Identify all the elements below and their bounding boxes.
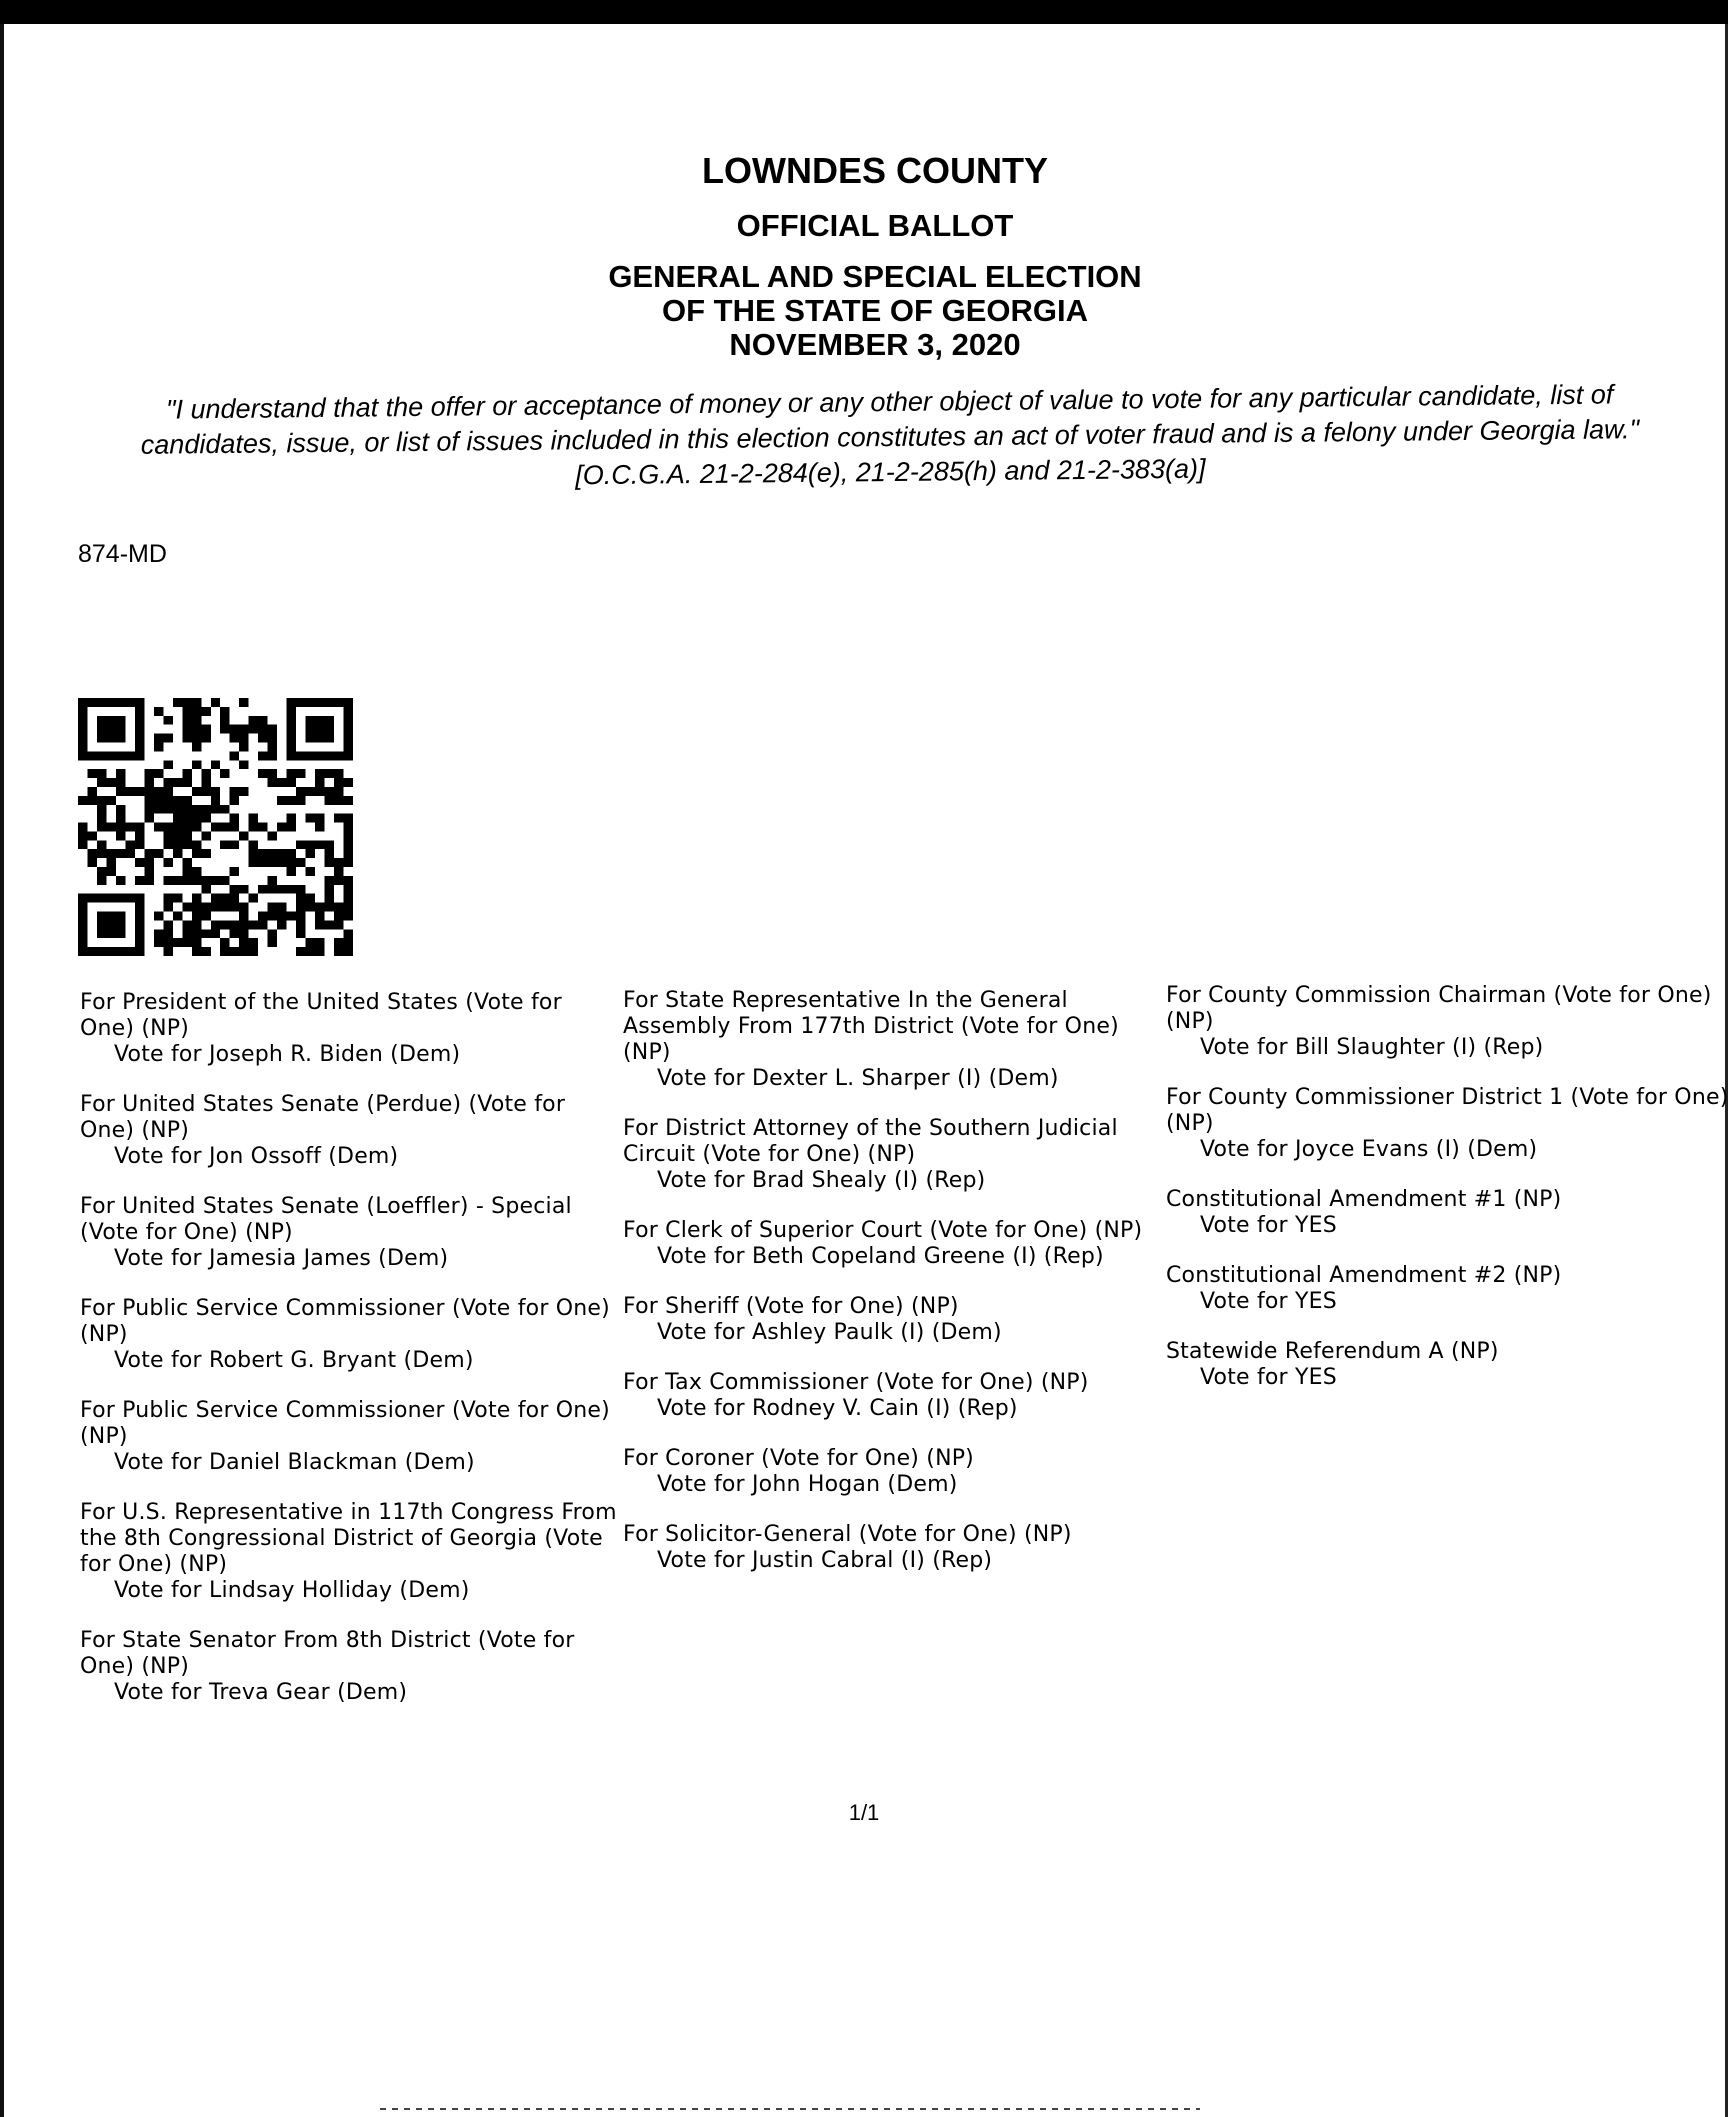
contest-selection <box>623 1446 1173 1498</box>
contest-choice: Vote for Jon Ossoff (Dem) <box>114 1144 399 1169</box>
contest-choice: Vote for Justin Cabral (I) (Rep) <box>657 1548 993 1573</box>
contest-choice: Vote for Lindsay Holliday (Dem) <box>114 1578 470 1603</box>
qr-code <box>78 698 353 956</box>
contest-title: For Sheriff (Vote for One) (NP) <box>623 1294 959 1319</box>
contest-selection <box>80 1296 620 1374</box>
county-title: LOWNDES COUNTY <box>702 150 1048 191</box>
contest-choice: Vote for Rodney V. Cain (I) (Rep) <box>657 1396 1018 1421</box>
contest-choice: Vote for Robert G. Bryant (Dem) <box>114 1348 474 1373</box>
ballot-type-title: OFFICIAL BALLOT <box>736 208 1014 243</box>
selections-column-1 <box>80 990 620 1730</box>
page-number: 1/1 <box>848 1800 880 1825</box>
contest-choice: Vote for YES <box>1200 1289 1337 1314</box>
contest-choice: Vote for YES <box>1200 1365 1337 1390</box>
contest-title: For State Senator From 8th District (Vote for One) (NP) <box>80 1628 575 1679</box>
election-title <box>300 260 1450 362</box>
contest-title: For Public Service Commissioner (Vote for One) (NP) <box>80 1398 610 1449</box>
contest-title: For President of the United States (Vote for One) (NP) <box>80 990 562 1041</box>
election-title-line-1: GENERAL AND SPECIAL ELECTION <box>608 259 1142 294</box>
election-date: NOVEMBER 3, 2020 <box>729 327 1021 362</box>
contest-title: For Tax Commissioner (Vote for One) (NP) <box>623 1370 1089 1395</box>
contest-selection <box>1166 1263 1728 1315</box>
contest-title: For Solicitor-General (Vote for One) (NP) <box>623 1522 1072 1547</box>
contest-selection <box>1166 1085 1728 1163</box>
ballot-selections <box>78 983 1728 1750</box>
contest-selection <box>623 1218 1173 1270</box>
contest-title: For Public Service Commissioner (Vote for One) (NP) <box>80 1296 610 1347</box>
contest-selection <box>1166 1187 1728 1239</box>
contest-selection <box>623 1522 1173 1574</box>
contest-selection <box>623 1370 1173 1422</box>
contest-title: For Coroner (Vote for One) (NP) <box>623 1446 974 1471</box>
contest-selection <box>80 1092 620 1170</box>
selections-column-2 <box>623 988 1173 1598</box>
contest-title: For United States Senate (Perdue) (Vote for One) (NP) <box>80 1092 566 1143</box>
contest-choice: Vote for Treva Gear (Dem) <box>114 1680 408 1705</box>
contest-title: For District Attorney of the Southern Judicial Circuit (Vote for One) (NP) <box>623 1116 1118 1167</box>
election-title-line-2: OF THE STATE OF GEORGIA <box>662 293 1088 328</box>
contest-title: Statewide Referendum A (NP) <box>1166 1339 1499 1364</box>
contest-selection <box>80 1398 620 1476</box>
contest-choice: Vote for Beth Copeland Greene (I) (Rep) <box>657 1244 1104 1269</box>
voter-fraud-notice: "I understand that the offer or acceptance of money or any other object of value to vote for any particular candidate, list of candidates, issue, or list of issues included in this election constitutes an act of voter fraud and is a felony under Georgia law." [O.C.G.A. 21-2-284(e), 21-2-285(h) and 21-2-383(a)] <box>140 379 1640 491</box>
contest-title: For Clerk of Superior Court (Vote for One) (NP) <box>623 1218 1143 1243</box>
contest-selection <box>623 1294 1173 1346</box>
contest-choice: Vote for John Hogan (Dem) <box>657 1472 958 1497</box>
contest-selection <box>80 1628 620 1706</box>
contest-selection <box>623 988 1173 1092</box>
scan-bottom-marks <box>380 2108 1200 2110</box>
contest-title: For U.S. Representative in 117th Congress From the 8th Congressional District of Georgia (Vote for One) (NP) <box>80 1500 617 1577</box>
contest-choice: Vote for Daniel Blackman (Dem) <box>114 1450 475 1475</box>
contest-choice: Vote for Brad Shealy (I) (Rep) <box>657 1168 986 1193</box>
contest-choice: Vote for Joyce Evans (I) (Dem) <box>1200 1137 1538 1162</box>
contest-selection <box>80 1500 620 1604</box>
contest-choice: Vote for Jamesia James (Dem) <box>114 1246 449 1271</box>
contest-selection <box>623 1116 1173 1194</box>
contest-title: For United States Senate (Loeffler) - Special (Vote for One) (NP) <box>80 1194 572 1245</box>
contest-title: For County Commission Chairman (Vote for One) (NP) <box>1166 983 1712 1034</box>
contest-title: Constitutional Amendment #1 (NP) <box>1166 1187 1562 1212</box>
contest-title: Constitutional Amendment #2 (NP) <box>1166 1263 1562 1288</box>
contest-selection <box>80 990 620 1068</box>
contest-choice: Vote for Ashley Paulk (I) (Dem) <box>657 1320 1002 1345</box>
contest-choice: Vote for Joseph R. Biden (Dem) <box>114 1042 461 1067</box>
contest-choice: Vote for YES <box>1200 1213 1337 1238</box>
contest-selection <box>80 1194 620 1272</box>
selections-column-3 <box>1166 983 1728 1415</box>
contest-choice: Vote for Bill Slaughter (I) (Rep) <box>1200 1035 1544 1060</box>
scan-top-border <box>0 0 1728 24</box>
ballot-style-id: 874-MD <box>78 540 167 568</box>
contest-title: For State Representative In the General Assembly From 177th District (Vote for One) (NP) <box>623 988 1119 1065</box>
contest-selection <box>1166 1339 1728 1391</box>
contest-title: For County Commissioner District 1 (Vote for One) (NP) <box>1166 1085 1728 1136</box>
contest-choice: Vote for Dexter L. Sharper (I) (Dem) <box>657 1066 1059 1091</box>
contest-selection <box>1166 983 1728 1061</box>
